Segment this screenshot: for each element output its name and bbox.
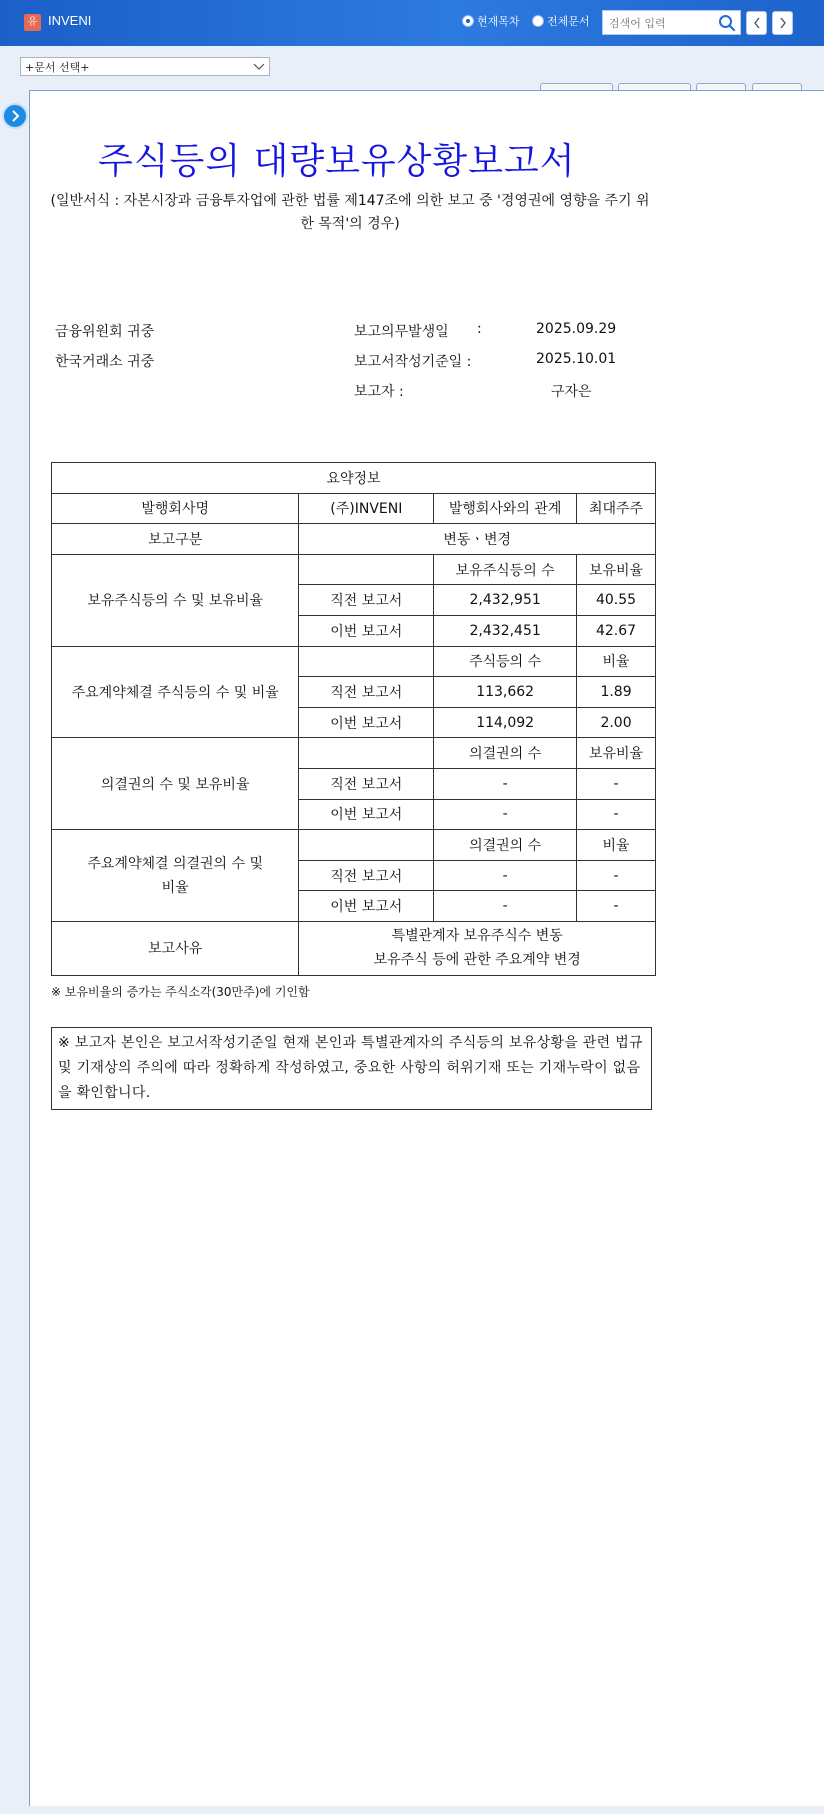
row-label-current: 이번 보고서 <box>299 707 434 738</box>
confirmation-statement: ※ 보고자 본인은 보고서작성기준일 현재 본인과 특별관계자의 주식등의 보유상황을 관련 법규 및 기재상의 주의에 따라 정확하게 작성하였고, 중요한 사항의 허위기재 또는 기재누락이 없음을 확인합니다. <box>51 1027 652 1110</box>
row-label-previous: 직전 보고서 <box>299 768 434 799</box>
radio-current-label: 현재목차 <box>477 15 520 28</box>
table-row <box>52 830 656 861</box>
row-label-previous: 직전 보고서 <box>299 677 434 708</box>
table-cell: - <box>577 799 656 830</box>
document-select[interactable] <box>20 57 270 76</box>
table-cell: - <box>434 768 577 799</box>
table-row <box>52 493 656 524</box>
table-cell: 1.89 <box>577 677 656 708</box>
column-header: 보유비율 <box>577 738 656 769</box>
reason-line1: 특별관계자 보유주식수 변동 <box>391 928 563 945</box>
column-header: 보유비율 <box>577 554 656 585</box>
chevron-left-icon <box>753 17 761 29</box>
summary-table <box>51 462 656 976</box>
table-cell: 2.00 <box>577 707 656 738</box>
row-label-previous: 직전 보고서 <box>299 585 434 616</box>
column-header: 보유주식등의 수 <box>434 554 577 585</box>
basis-date-label: 보고서작성기준일 : <box>354 354 472 370</box>
app-logo-icon: 유 <box>24 14 41 31</box>
chevron-right-icon <box>779 17 787 29</box>
radio-selected-icon[interactable] <box>462 15 474 27</box>
search-input[interactable] <box>609 14 709 32</box>
summary-title: 요약정보 <box>52 463 656 494</box>
table-cell: - <box>434 860 577 891</box>
table-cell: - <box>577 891 656 922</box>
document-select-value: +문서 선택+ <box>25 60 90 74</box>
table-row <box>52 738 656 769</box>
relation-label: 발행회사와의 관계 <box>434 493 577 524</box>
table-cell: 2,432,951 <box>434 585 577 616</box>
section-label: 의결권의 수 및 보유비율 <box>52 738 299 830</box>
section-label-line2: 비율 <box>161 879 189 896</box>
column-header: 비율 <box>577 646 656 677</box>
table-cell: 113,662 <box>434 677 577 708</box>
empty-cell <box>299 554 434 585</box>
search-box[interactable] <box>602 10 741 35</box>
sidebar-toggle-button[interactable] <box>2 103 28 129</box>
table-cell: 42.67 <box>577 615 656 646</box>
reason-label: 보고사유 <box>52 921 299 975</box>
document-title: 주식등의 대량보유상황보고서 <box>98 141 576 182</box>
issuer-name: (주)INVENI <box>299 493 434 524</box>
table-row <box>52 463 656 494</box>
column-header: 의결권의 수 <box>434 830 577 861</box>
row-label-previous: 직전 보고서 <box>299 860 434 891</box>
document-subtitle: (일반서식 : 자본시장과 금융투자업에 관한 법률 제147조에 의한 보고 중 '경영권에 영향을 주기 위한 목적'의 경우) <box>50 193 650 232</box>
report-type-value: 변동ㆍ변경 <box>299 524 656 555</box>
reason-value <box>299 921 656 975</box>
relation-value: 최대주주 <box>577 493 656 524</box>
row-label-current: 이번 보고서 <box>299 799 434 830</box>
table-row <box>52 524 656 555</box>
basis-date: 2025.10.01 <box>536 351 617 367</box>
obligation-date-colon: : <box>477 321 482 337</box>
column-header: 주식등의 수 <box>434 646 577 677</box>
section-label: 보유주식등의 수 및 보유비율 <box>52 554 299 646</box>
table-cell: 2,432,451 <box>434 615 577 646</box>
row-label-current: 이번 보고서 <box>299 891 434 922</box>
reporter-name: 구자은 <box>551 384 592 400</box>
table-cell: 114,092 <box>434 707 577 738</box>
table-cell: - <box>434 799 577 830</box>
table-cell: 40.55 <box>577 585 656 616</box>
row-label-current: 이번 보고서 <box>299 615 434 646</box>
chevron-down-icon <box>253 63 265 71</box>
table-row <box>52 921 656 975</box>
table-cell: - <box>577 768 656 799</box>
table-cell: - <box>434 891 577 922</box>
radio-unselected-icon[interactable] <box>532 15 544 27</box>
table-cell: - <box>577 860 656 891</box>
radio-current-toc[interactable] <box>462 13 520 29</box>
obligation-date-label: 보고의무발생일 <box>354 324 449 340</box>
ratio-note: ※ 보유비율의 증가는 주식소각(30만주)에 기인함 <box>51 985 310 999</box>
issuer-label: 발행회사명 <box>52 493 299 524</box>
column-header: 비율 <box>577 830 656 861</box>
recipient-krx: 한국거래소 귀중 <box>55 354 155 370</box>
app-title: INVENI <box>48 13 92 28</box>
next-result-button[interactable] <box>772 11 793 35</box>
prev-result-button[interactable] <box>746 11 767 35</box>
reporter-label: 보고자 : <box>354 384 404 400</box>
section-label-line1: 주요계약체결 의결권의 수 및 <box>87 855 264 872</box>
table-row <box>52 554 656 585</box>
top-header-bar <box>0 0 824 46</box>
search-icon[interactable] <box>718 14 736 32</box>
radio-all-label: 전체문서 <box>547 15 590 28</box>
table-row <box>52 646 656 677</box>
recipient-fsc: 금융위원회 귀중 <box>55 324 155 340</box>
section-label <box>52 830 299 922</box>
obligation-date: 2025.09.29 <box>536 321 617 337</box>
column-header: 의결권의 수 <box>434 738 577 769</box>
radio-all-documents[interactable] <box>532 13 590 29</box>
chevron-right-icon <box>10 110 20 122</box>
report-type-label: 보고구분 <box>52 524 299 555</box>
section-label: 주요계약체결 주식등의 수 및 비율 <box>52 646 299 738</box>
empty-cell <box>299 830 434 861</box>
reason-line2: 보유주식 등에 관한 주요계약 변경 <box>373 952 581 969</box>
empty-cell <box>299 646 434 677</box>
empty-cell <box>299 738 434 769</box>
